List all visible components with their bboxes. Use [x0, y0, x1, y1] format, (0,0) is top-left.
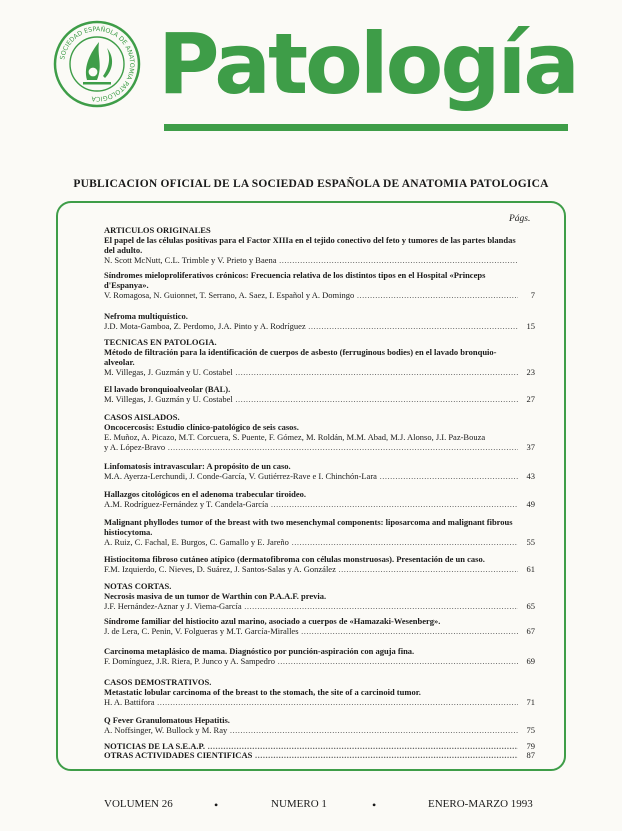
- toc-article-title: El lavado bronquioalveolar (BAL).: [104, 384, 231, 394]
- toc-authors: V. Romagosa, N. Guionnet, T. Serrano, A. Saez, I. Español y A. Domingo .....: [104, 290, 518, 300]
- toc-authors: E. Muñoz, A. Picazo, M.T. Corcuera, S. Puente, F. Gómez, M. Roldán, M.M. Abad, M.J. Alonso, J.I. Paz-Bouza: [104, 432, 486, 442]
- toc-page-number: 65: [526, 601, 535, 611]
- toc-page-number: 75: [526, 725, 535, 735]
- toc-section-heading: NOTAS CORTAS.: [104, 581, 172, 591]
- toc-page-number: 79: [526, 741, 535, 751]
- toc-entry: [104, 489, 535, 509]
- society-seal-logo: [53, 20, 141, 108]
- toc-authors: M.A. Ayerza-Lerchundi, J. Conde-García, V. Gutiérrez-Rave e I. Chinchón-Lara .....: [104, 471, 518, 481]
- toc-page-number: 67: [526, 626, 535, 636]
- toc-authors: y A. López-Bravo .....: [104, 442, 518, 452]
- footer-bullet: •: [372, 798, 377, 812]
- toc-authors: A. Noffsinger, W. Bullock y M. Ray .....: [104, 725, 518, 735]
- toc-authors: N. Scott McNutt, C.L. Trimble y V. Prieto y Baena .....: [104, 255, 518, 265]
- pages-column-label: Págs.: [509, 214, 531, 224]
- toc-page-number: 15: [526, 321, 535, 331]
- toc-article-title: Malignant phyllodes tumor of the breast with two mesenchymal components: liposarcoma and malignant fibrous histiocytoma.: [104, 517, 513, 537]
- toc-article-title: Linfomatosis intravascular: A propósito de un caso.: [104, 461, 291, 471]
- toc-authors: H. A. Battifora .....: [104, 697, 518, 707]
- toc-article-title: Síndrome familiar del histiocito azul marino, asociado a cuerpos de «Hamazaki-Wesenberg».: [104, 616, 441, 626]
- volume-label: VOLUMEN 26: [104, 798, 173, 810]
- toc-page-number: 87: [526, 750, 535, 760]
- toc-entry: [104, 311, 535, 331]
- toc-entry: [104, 750, 535, 760]
- toc-entry: [104, 554, 535, 574]
- toc-entry: [104, 581, 535, 611]
- toc-page-number: 61: [526, 564, 535, 574]
- toc-entry: [104, 384, 535, 404]
- toc-article-title: Método de filtración para la identificación de cuerpos de asbesto (ferruginous bodies) en el lavado bronquio-alveolar.: [104, 347, 497, 367]
- toc-authors: J. de Lera, C. Penin, V. Folgueras y M.T. García-Miralles .....: [104, 626, 518, 636]
- issue-date: ENERO-MARZO 1993: [428, 798, 533, 810]
- toc-section-heading: OTRAS ACTIVIDADES CIENTIFICAS .....: [104, 750, 518, 760]
- toc-entry: [104, 517, 535, 547]
- toc-authors: A. Ruiz, C. Fachal, E. Burgos, C. Gamallo y E. Jareño .....: [104, 537, 518, 547]
- toc-entry: [104, 225, 518, 265]
- toc-article-title: Hallazgos citológicos en el adenoma trabecular tiroideo.: [104, 489, 307, 499]
- toc-section-heading: NOTICIAS DE LA S.E.A.P. .....: [104, 741, 518, 751]
- toc-authors: A.M. Rodríguez-Fernández y T. Candela-García .....: [104, 499, 518, 509]
- toc-entry: [104, 677, 535, 707]
- toc-authors: F.M. Izquierdo, C. Nieves, D. Suárez, J. Santos-Salas y A. González .....: [104, 564, 518, 574]
- toc-entry: [104, 337, 535, 377]
- toc-page-number: 37: [526, 442, 535, 452]
- toc-page-number: 69: [526, 656, 535, 666]
- toc-entry: [104, 270, 535, 300]
- toc-article-title: Carcinoma metaplásico de mama. Diagnóstico por punción-aspiración con aguja fina.: [104, 646, 415, 656]
- toc-page-number: 23: [526, 367, 535, 377]
- journal-masthead: [158, 14, 577, 130]
- toc-entry: [104, 412, 535, 452]
- toc-page-number: 43: [526, 471, 535, 481]
- footer-bullet: •: [214, 798, 219, 812]
- toc-authors: J.F. Hernández-Aznar y J. Viema-García .....: [104, 601, 518, 611]
- toc-page-number: 71: [526, 697, 535, 707]
- toc-page-number: 7: [530, 290, 535, 300]
- toc-article-title: Nefroma multiquístico.: [104, 311, 188, 321]
- toc-article-title: El papel de las células positivas para el Factor XIIIa en el tejido conectivo del feto y tumores de las partes blandas del adulto.: [104, 235, 516, 255]
- toc-page-number: 27: [526, 394, 535, 404]
- title-underline: [164, 124, 568, 131]
- toc-entry: [104, 715, 535, 735]
- toc-article-title: Necrosis masiva de un tumor de Warthin con P.A.A.F. previa.: [104, 591, 327, 601]
- toc-article-title: Q Fever Granulomatous Hepatitis.: [104, 715, 230, 725]
- toc-entry: [104, 616, 535, 636]
- toc-entry: [104, 461, 535, 481]
- toc-section-heading: CASOS AISLADOS.: [104, 412, 180, 422]
- toc-authors: F. Domínguez, J.R. Riera, P. Junco y A. Sampedro .....: [104, 656, 518, 666]
- toc-authors: J.D. Mota-Gamboa, Z. Perdomo, J.A. Pinto y A. Rodríguez .....: [104, 321, 518, 331]
- toc-authors: M. Villegas, J. Guzmán y U. Costabel .....: [104, 394, 518, 404]
- toc-page-number: 55: [526, 537, 535, 547]
- toc-entry: [104, 646, 535, 666]
- svg-text:SOCIEDAD ESPAÑOLA DE ANATOMIA: SOCIEDAD ESPAÑOLA DE ANATOMIA PATOLOGICA: [59, 25, 136, 103]
- journal-subtitle: PUBLICACION OFICIAL DE LA SOCIEDAD ESPAÑOLA DE ANATOMIA PATOLOGICA: [73, 178, 549, 190]
- toc-page-number: 49: [526, 499, 535, 509]
- toc-article-title: Oncocercosis: Estudio clínico-patológico de seis casos.: [104, 422, 299, 432]
- toc-authors: M. Villegas, J. Guzmán y U. Costabel .....: [104, 367, 518, 377]
- toc-article-title: Histiocitoma fibroso cutáneo atípico (dermatofibroma con células monstruosas). Presentación de un caso.: [104, 554, 485, 564]
- toc-section-heading: ARTICULOS ORIGINALES: [104, 225, 211, 235]
- toc-article-title: Síndromes mieloproliferativos crónicos: Frecuencia relativa de los distintos tipos en el Hospital «Princeps d'Espanya».: [104, 270, 486, 290]
- toc-section-heading: CASOS DEMOSTRATIVOS.: [104, 677, 212, 687]
- toc-section-heading: TECNICAS EN PATOLOGIA.: [104, 337, 217, 347]
- issue-number: NUMERO 1: [271, 798, 327, 810]
- toc-article-title: Metastatic lobular carcinoma of the breast to the stomach, the site of a carcinoid tumor.: [104, 687, 421, 697]
- journal-title: Patología: [158, 15, 577, 113]
